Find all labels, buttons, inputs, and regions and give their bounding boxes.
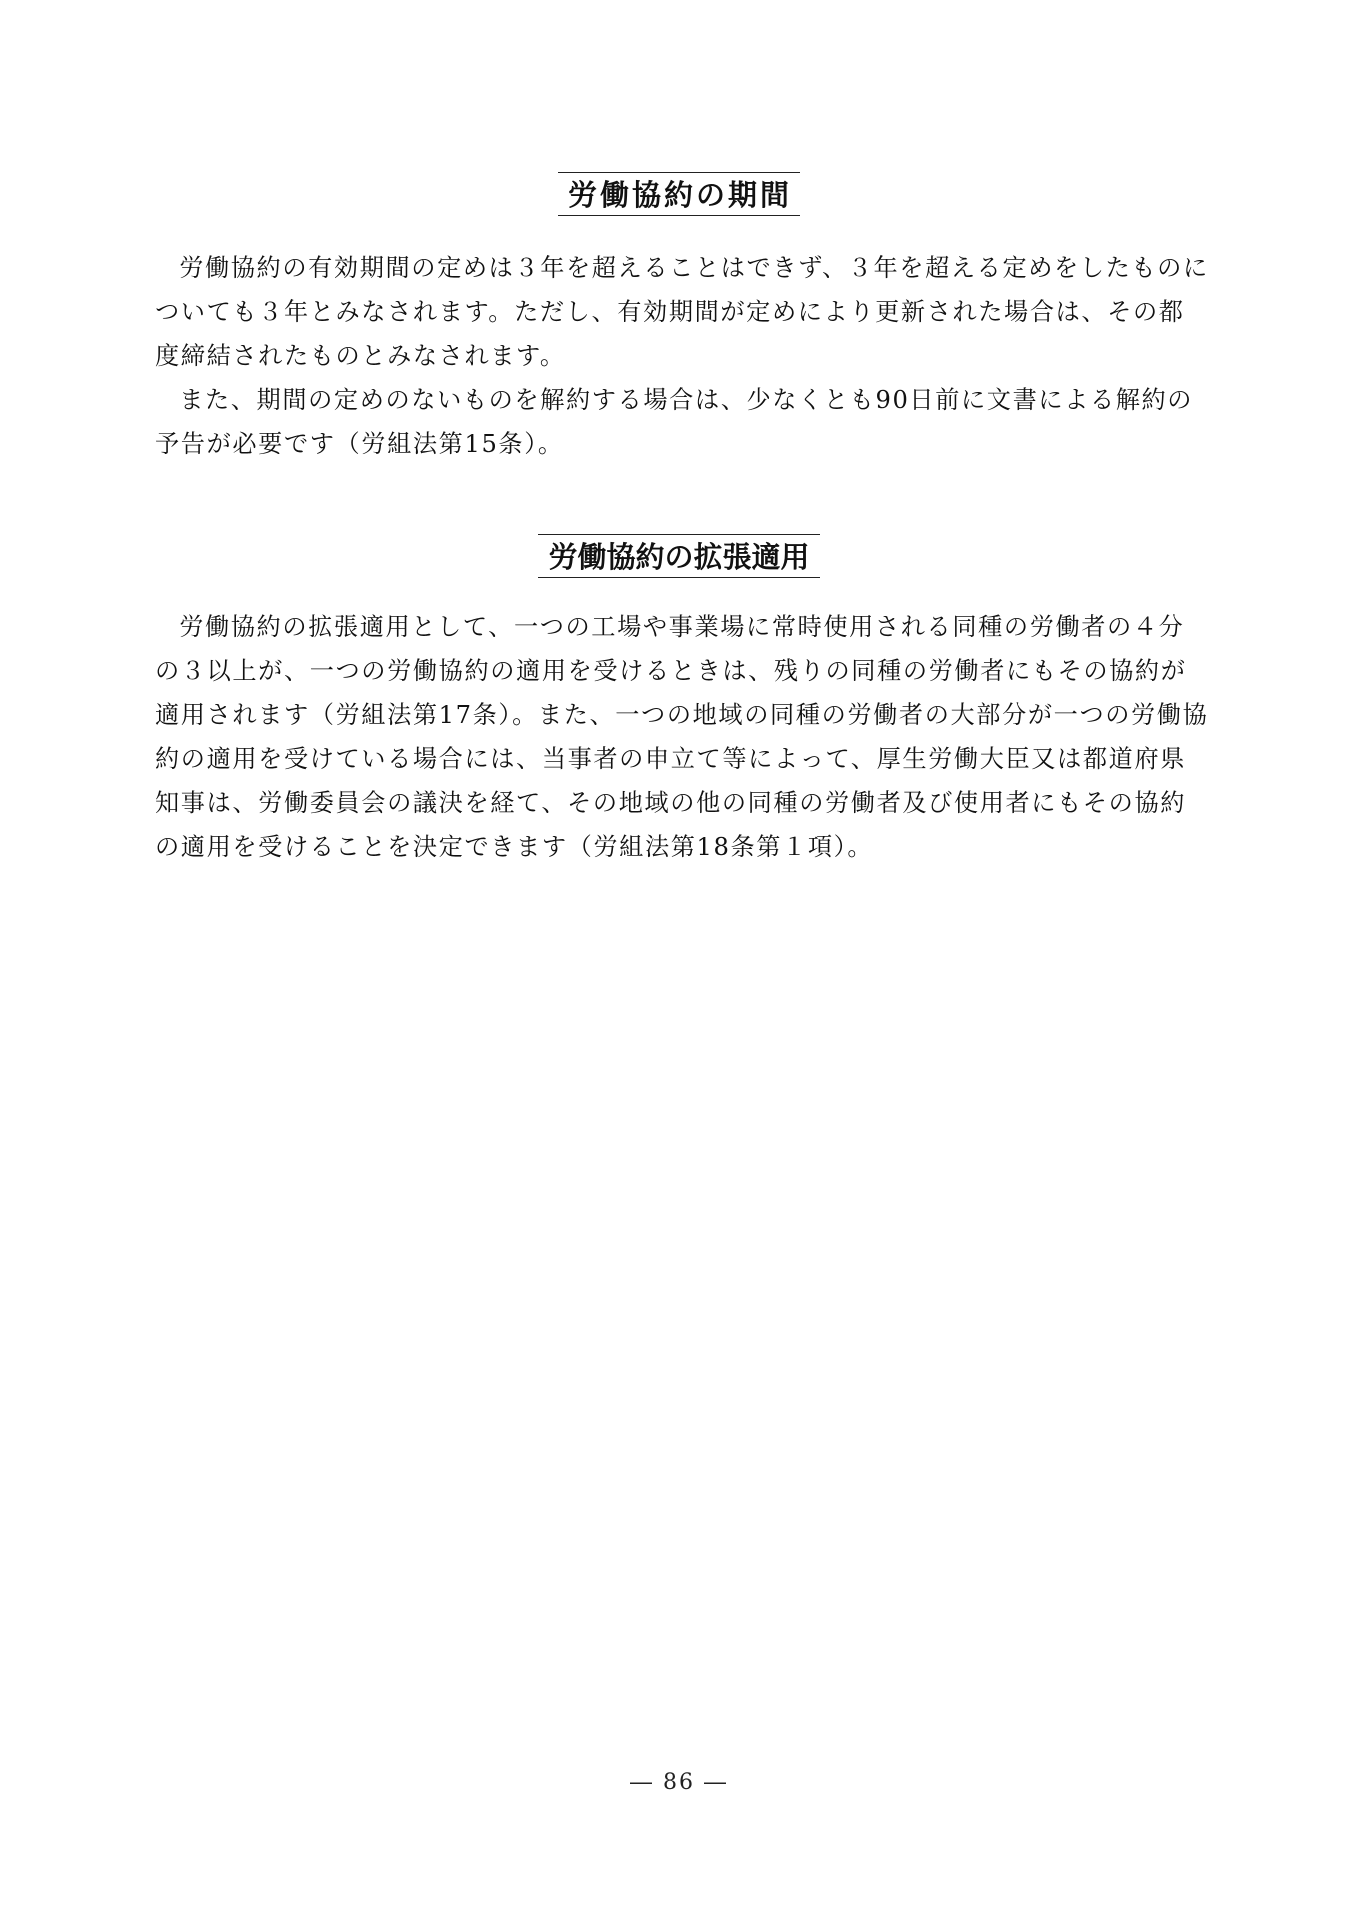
section-1-paragraph-1: 労働協約の有効期間の定めは３年を超えることはできず、３年を超える定めをしたものについても３年とみなされます。ただし、有効期間が定めにより更新された場合は、その都度締結されたものとみなされます。: [155, 254, 1209, 370]
section-1-heading-wrap: [0, 172, 1358, 216]
page-number: ― 86 ―: [630, 1770, 728, 1795]
section-1-paragraph-2: また、期間の定めのないものを解約する場合は、少なくとも90日前に文書による解約の予告が必要です（労組法第15条）。: [155, 386, 1194, 458]
section-1-body: [155, 246, 1210, 466]
section-2-heading-wrap: [0, 534, 1358, 578]
section-2-title: 労働協約の拡張適用: [538, 534, 819, 578]
section-2-body: [155, 605, 1210, 869]
section-2-paragraph-1: 労働協約の拡張適用として、一つの工場や事業場に常時使用される同種の労働者の４分の３以上が、一つの労働協約の適用を受けるときは、残りの同種の労働者にもその協約が適用されます（労組法第17条）。また、一つの地域の同種の労働者の大部分が一つの労働協約の適用を受けている場合には、当事者の申立て等によって、厚生労働大臣又は都道府県知事は、労働委員会の議決を経て、その地域の他の同種の労働者及び使用者にもその協約の適用を受けることを決定できます（労組法第18条第１項）。: [155, 613, 1209, 861]
section-1-title: 労働協約の期間: [558, 172, 800, 216]
